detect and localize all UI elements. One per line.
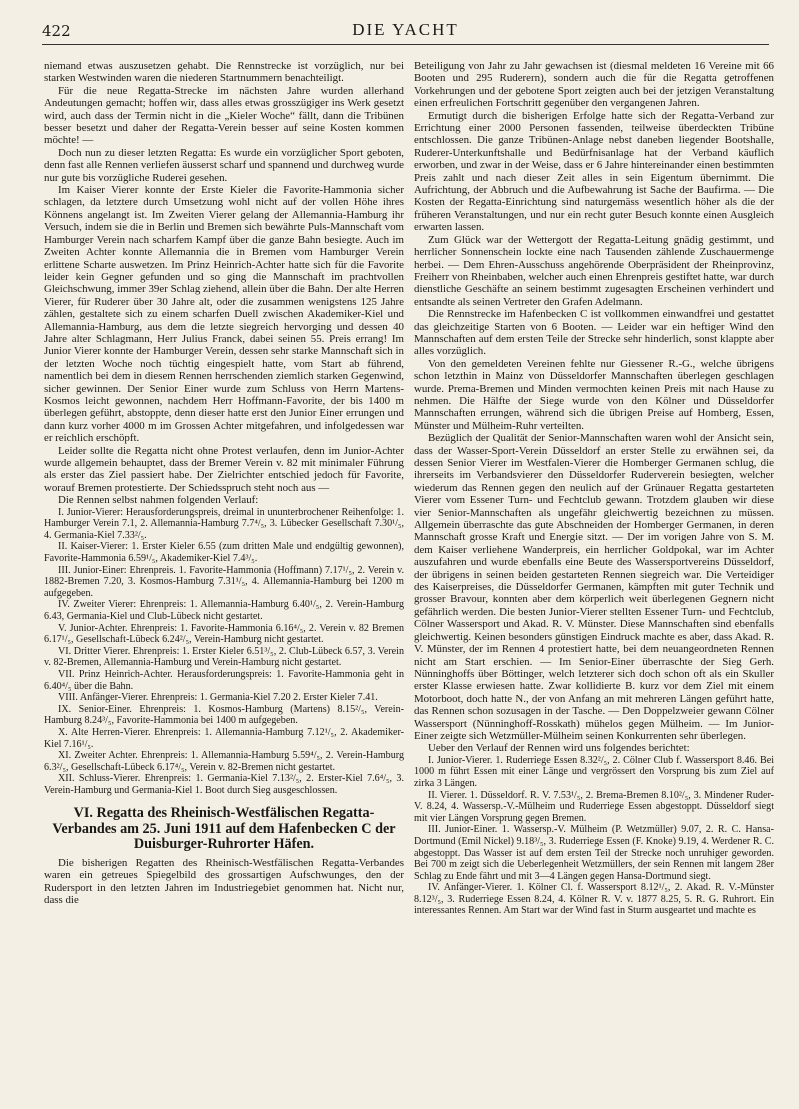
paragraph: Die Rennstrecke im Hafenbecken C ist vollkommen einwandfrei und gestattet das gleichzeitige Starten von 6 Booten. — Leider war ein heftiger Wind den Mannschaften auf dem ersten Teile der Strecke sehr hinderlich, sonst klappte aber alles vorzüglich. [414, 308, 774, 358]
race-result: V. Junior-Achter. Ehrenpreis: 1. Favorite-Hammonia 6.16⁴/₅, 2. Verein v. 82 Bremen 6.17¹/₅, Gesellschaft-Lübeck 6.24²/₅, Verein-Hamburg nicht gestartet. [44, 622, 404, 646]
race-result: II. Kaiser-Vierer: 1. Erster Kieler 6.55 (zum dritten Male und endgültig gewonnen), Favorite-Hammonia 6.59¹/₅, Akademiker-Kiel 7.4³/₅. [44, 541, 404, 564]
paragraph: Leider sollte die Regatta nicht ohne Protest verlaufen, denn im Junior-Achter wurde allgemein behauptet, dass der Bremer Verein v. 82 mit minimaler Führung als erster das Ziel passiert habe. Der Zielrichter entschied jedoch für Favorite, worauf Bremen protestierte. Der Schiedsspruch steht noch aus — [44, 444, 404, 494]
paragraph: Die bisherigen Regatten des Rheinisch-Westfälischen Regatta-Verbandes waren ein getreues Spiegelbild des grossartigen Aufschwunges, den der Rudersport in den letzten Jahren im Industriegebiet genommen hat. Nicht nur, dass die [44, 856, 404, 907]
race-result: VI. Dritter Vierer. Ehrenpreis: 1. Erster Kieler 6.51³/₅, 2. Club-Lübeck 6.57, 3. Verein v. 82-Bremen, Allemannia-Hamburg und Verein-Hamburg nicht gestartet. [44, 645, 404, 669]
paragraph: Zum Glück war der Wettergott der Regatta-Leitung gnädig gestimmt, und herrlicher Sonnenschein lockte eine nach Tausenden zählende Zuschauermenge herbei. — Dem Ehren-Ausschuss angehörende Oberpräsident der Rheinprovinz, Freiherr von Rheinbaben, welcher auch einen Ehrenpreis gestiftet hatte, war durch dienstliche Geschäfte an seinem bestimmt zugesagten Erscheinen verhindert und entsandte als seinen Vertreter den Grafen Adelmann. [414, 233, 774, 308]
race-result: III. Junior-Einer. 1. Wassersp.-V. Mülheim (P. Wetzmüller) 9.07, 2. R. C. Hansa-Dortmund (Emil Nickel) 9.18³/₅, 3. Ruderriege Essen (F. Knoke) 9.19, 4. Werdener R. C. abgestoppt. Das Wasser ist auf dem ersten Teil der Strecke noch unruhiger geworden. Bei 700 m zeigt sich die Ueberlegenheit Wetzmüllers, der sein Rennen mit langem 28er Schlag zu Ende fährt und mit 3—4 Längen gegen Hansa-Dortmund siegt. [414, 824, 774, 882]
results-list [44, 507, 404, 797]
race-result: XII. Schluss-Vierer. Ehrenpreis: 1. Germania-Kiel 7.13²/₅, 2. Erster-Kiel 7.6⁴/₅, 3. Verein-Hamburg und Germania-Kiel 1. Boot durch Sieg ausgeschlossen. [44, 773, 404, 796]
race-result: VIII. Anfänger-Vierer. Ehrenpreis: 1. Germania-Kiel 7.20 2. Erster Kieler 7.41. [58, 692, 378, 704]
race-result: IX. Senior-Einer. Ehrenpreis: 1. Kosmos-Hamburg (Martens) 8.15²/₅, Verein-Hamburg 8.24³/₅, Favorite-Hammonia bei 1400 m aufgegeben. [44, 703, 404, 727]
race-result: III. Junior-Einer: Ehrenpreis. 1. Favorite-Hammonia (Hoffmann) 7.17¹/₅, 2. Verein v. 1882-Bremen 7.20, 3. Kosmos-Hamburg 7.31¹/₅, 4. Allemannia-Hamburg bei 1200 m aufgegeben. [44, 564, 404, 599]
paragraph: Beteiligung von Jahr zu Jahr gewachsen ist (diesmal meldeten 16 Vereine mit 66 Booten und 295 Ruderern), sondern auch die für die Regatta getroffenen Vorkehrungen und der gebotene Sport zeigten auch bei der jetzigen Veranstaltung einen erfreulichen Fortschritt gegenüber den vergangenen Jahren. [414, 60, 774, 110]
paragraph: Doch nun zu dieser letzten Regatta: Es wurde ein vorzüglicher Sport geboten, denn fast alle Rennen verliefen äusserst scharf und spannend und durchweg wurde nur gute bis vorzügliche Ruderei gesehen. [44, 146, 404, 184]
race-result: IV. Zweiter Vierer: Ehrenpreis: 1. Allemannia-Hamburg 6.40¹/₅, 2. Verein-Hamburg 6.43, Germania-Kiel und Club-Lübeck nicht gestartet. [44, 599, 404, 622]
left-column [44, 60, 404, 1100]
section-heading: VI. Regatta des Rheinisch-Westfälischen Regatta-Verbandes am 25. Juni 1911 auf dem Hafenbecken C der Duisburger-Ruhrorter Häfen. [52, 805, 396, 853]
results-list [414, 755, 774, 917]
paragraph: Die Rennen selbst nahmen folgenden Verlauf: [58, 494, 259, 507]
paragraph: niemand etwas auszusetzen gehabt. Die Rennstrecke ist vorzüglich, nur bei starken Westwinden waren die niederen Startnummern benachteiligt. [44, 60, 404, 85]
race-result: I. Junior-Vierer: Herausforderungspreis, dreimal in ununterbrochener Reihenfolge: 1. Hamburger Verein 7.1, 2. Allemannia-Hamburg 7.7⁴/₅, 3. Lübecker Gesellschaft 7.30¹/₅, 4. Germania-Kiel 7.33²/₅. [44, 506, 404, 541]
race-result: I. Junior-Vierer. 1. Ruderriege Essen 8.32²/₅, 2. Cölner Club f. Wassersport 8.46. Bei 1000 m führt Essen mit einer Länge und vergrössert den Vorsprung bis zum Ziel auf zirka 3 Längen. [414, 754, 774, 789]
paragraph: Von den gemeldeten Vereinen fehlte nur Giessener R.-G., welche übrigens schon letzthin in Mainz von Düsseldorfer Mannschaften überlegen geschlagen wurde. Prema-Bremen und Minden vermochten keinen Preis mit nach Hause zu nehmen. Die Hälfte der Siege wurde von den Kölner und Düsseldorfer Mannschaften errungen, während sich die übrigen Preise auf Homberg, Essen, Münster und Mülheim-Ruhr verteilten. [414, 357, 774, 432]
paragraph: Bezüglich der Qualität der Senior-Mannschaften waren wohl der Ansicht sein, dass der Wasser-Sport-Verein Düsseldorf an erster Stelle zu erwähnen sei, da dessen Senior Vierer im Westfalen-Vierer die Homberger Germanen schlug, die ihrerseits im Verbandsvierer den Düsseldorfer Ruderverein besiegten, welcher wiederum das Rennen gegen den neulich auf der Grünauer Regatta gestarteten Vierer vom Essener Turn- und Fechtclub gewann. Trotzdem glauben wir diese vier Senior-Mannschaften als ungefähr gleichwertig bezeichnen zu müssen. Allgemein überraschte das gute Abschneiden der Homberger Germanen, in deren Mannschaft grosse Kraft und Energie sitzt. — Der im vorigen Jahre von S. M. dem Kaiser verliehene Wanderpreis, ein herrlicher Goldpokal, war im Achter auszufahren und wurde ebenfalls eine Beute des Wassersportvereins Düsseldorf, der übrigens in seinen beiden gestarteten Rennen siegreich war. Die Verteidiger des Kaiserpreises, die Düsseldorfer Germanen, kämpften mit guter Technik und grosser Bravour, konnten aber dem körperlich weit überlegenen Gegnern nicht gefährlich werden. Die besten Junior-Vierer stellten Essener Turn- und Fechtclub, Cölner Wassersport und Akad. R. V. Münster. Diese Mannschaften sind ebenfalls gleichwertig. Keinen besonders günstigen Eindruck machte es aber, dass Akad. R. V. Münster, der im Rennen 4 protestiert hatte, bei dem neuangeordneten Rennen nicht am Start erschien. — Im Senior-Einer überraschte der Sieg Gerh. Nünninghoffs über Böttinger, welch letzterer sich doch schon oft als ein Skuller erster Klasse erwiesen hatte. Zwar kollidierte B. kurz vor dem Ziel mit einem Motorboot, doch hatte N., der von Anfang an mit mehreren Längen geführt hatte, das Rennen schon sozusagen in der Tasche. — Den Doppelzweier gewann Cölner Wassersport (Nünninghoff-Rosskath) mühelos gegen Mülheim. — Im Junior-Einer zeigte sich Wetzmüller-Mülheim seinen Konkurrenten sehr überlegen. [414, 432, 774, 742]
race-result: XI. Zweiter Achter. Ehrenpreis: 1. Allemannia-Hamburg 5.59⁴/₅, 2. Verein-Hamburg 6.3²/₅, Gesellschaft-Lübeck 6.17⁴/₅, Verein v. 82-Bremen nicht gestartet. [44, 750, 404, 773]
paragraph: Ermutigt durch die bisherigen Erfolge hatte sich der Regatta-Verband zur Errichtung einer 2000 Personen fassenden, teilweise überdeckten Tribüne entschlossen. Die ganze Tribünen-Anlage nebst daneben liegender Bootshalle, Ruderer-Unterkunftshalle und Bedürfnisanlage hat der Verband käuflich erworben, und zwar in der Weise, dass er 6 Jahre hintereinander einen bestimmten Preis zahlt und nach dieser Zeit alles in sein Eigentum übernimmt. Die Aufrichtung, der Abbruch und die Aufbewahrung ist Sache der Baufirma. — Die Kosten der Regatta-Einrichtung sind naturgemäss wesentlich höher als die der früheren Veranstaltungen, und nur ein recht guter Besuch konnte einen Ausgleich erwarten lassen. [414, 109, 774, 234]
page-header [42, 20, 769, 45]
paragraph: Für die neue Regatta-Strecke im nächsten Jahre wurden allerhand Andeutungen gemacht; hoffen wir, dass alles etwas grosszügiger ins Werk gesetzt wird, auch dass der Termin nicht in die „Kieler Woche“ fällt, dann die Tribünen besser besetzt und daher der Regatta-Verein besser auf seine Kosten kommen möchte! — [44, 84, 404, 147]
race-result: II. Vierer. 1. Düsseldorf. R. V. 7.53¹/₅, 2. Brema-Bremen 8.10²/₅, 3. Mindener Ruder-V. 8.24, 4. Wassersp.-V.-Mülheim und Ruderriege Essen abgestoppt. Düsseldorf siegt mit vier Längen Vorsprung gegen Bremen. [414, 789, 774, 824]
right-column [414, 60, 774, 1100]
running-title: DIE YACHT [352, 20, 459, 39]
paragraph: Ueber den Verlauf der Rennen wird uns folgendes berichtet: [428, 742, 690, 755]
race-result: IV. Anfänger-Vierer. 1. Kölner Cl. f. Wassersport 8.12¹/₅, 2. Akad. R. V.-Münster 8.12³/₅, 3. Ruderriege Essen 8.24, 4. Kölner R. V. v. 1877 8.25, 5. R. G. Ruhrort. Ein interessantes Rennen. Am Start war der Wind fast in Sturm ausgeartet und machte es [414, 882, 774, 917]
race-result: VII. Prinz Heinrich-Achter. Herausforderungspreis: 1. Favorite-Hammonia geht in 6.40⁴/₅ über die Bahn. [44, 668, 404, 692]
paragraph: Im Kaiser Vierer konnte der Erste Kieler die Favorite-Hammonia sicher schlagen, da letztere durch Umsetzung wohl nicht auf der vollen Höhe ihres Könnens angelangt ist. Im Zweiten Vierer gelang der Allemannia-Hamburg ihr Versuch, indem sie die in Berlin und Bremen sich bewährte Puls-Mannschaft vom Hamburger Verein nach scharfem Kampf über die ganze Bahn besiegte. Auch im Zweiten Achter konnte Allemannia die in Bremen vom Hamburger Verein erlittene Scharte auswetzen. Im Prinz Heinrich-Achter hatte sich für die Favorite leider kein Gegner gefunden und so ging die Mannschaft im prachtvollen Gleichschwung, immer 39er Schlag ziehend, allein über die Bahn. Der alte Herren Vierer, für Ruderer über 30 Jahre alt, oder die zusammen wenigstens 125 Jahre zählen, gestaltete sich zu einem scharfen Duell zwischen Akademiker-Kiel und Allemannia-Hamburg, aus dem die letzte siegreich hervorging und dessen 40 Jahre alter Schlagmann, Herr Julius Franck, dabei seinen 55. Preis errang! Im Junior Vierer konnte der Hamburger Verein, dessen sehr starke Mannschaft sich in der letzten Woche noch tüchtig eingespielt hatte, vom Start ab führend, namentlich bei dem in diesem Rennen herrschenden ziemlich starken Gegenwind, sicher gewinnen. Der Senior Einer wurde zum Schluss von Herrn Martens-Kosmos leicht gewonnen, nachdem Herr Hoffmann-Favorite, der bis 1400 m überlegen geführt, abstoppte, denn dieser hatte erst den Junior Einer errungen und dann kurz vorher 4000 m im Grossen Achter mitgefahren, und infolgedessen war er reichlich erschöpft. [44, 184, 404, 445]
page-number: 422 [42, 22, 71, 40]
race-result: X. Alte Herren-Vierer. Ehrenpreis: 1. Allemannia-Hamburg 7.12¹/₅, 2. Akademiker-Kiel 7.16¹/₅. [44, 726, 404, 750]
